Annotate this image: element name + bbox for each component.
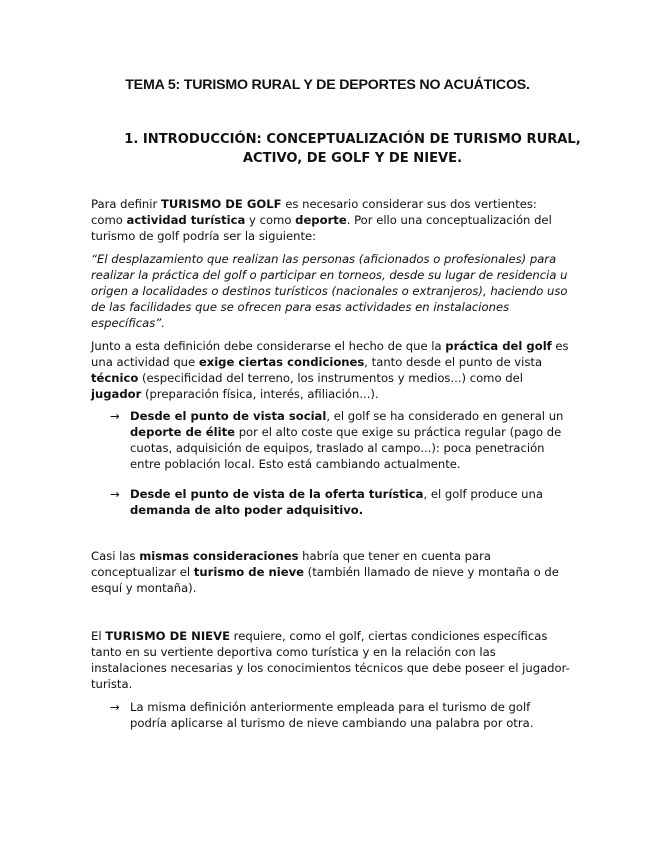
list-item-text: La misma definición anteriormente empleada para el turismo de golf podría aplicarse al turismo de nieve cambiando una palabra por otra.: [130, 700, 534, 730]
bold-term: Desde el punto de vista de la oferta turística: [130, 487, 424, 501]
bold-term: deporte: [295, 213, 347, 227]
bold-term: Desde el punto de vista social: [130, 409, 327, 423]
bold-term: técnico: [91, 371, 139, 385]
bold-term: práctica del golf: [445, 339, 552, 353]
paragraph-snow-tourism: [91, 628, 571, 692]
text-run: , tanto desde el punto de vista: [364, 355, 543, 369]
list-item-text: [130, 486, 570, 518]
text-run: Para definir: [91, 197, 161, 211]
page-title: TEMA 5: TURISMO RURAL Y DE DEPORTES NO ACUÁTICOS.: [125, 77, 530, 93]
bold-term: TURISMO DE NIEVE: [105, 629, 230, 643]
text-run: es necesario considerar sus dos vertientes: como: [91, 197, 537, 227]
text-run: Junto a esta definición debe considerarse el hecho de que la: [91, 339, 446, 353]
bold-term: deporte de élite: [130, 425, 236, 439]
paragraph-golf-definition: [91, 196, 571, 244]
text-run: (también llamado de nieve y montaña o de esquí y montaña).: [91, 565, 559, 595]
text-run: requiere, como el golf, ciertas condiciones específicas tanto en su vertiente deportiva como turística y en la relación con las instalaciones necesarias y los conocimientos técnicos que debe poseer el jugador-turista.: [91, 629, 570, 691]
paragraph-snow-considerations: [91, 548, 571, 596]
section-heading-line-1: 1. INTRODUCCIÓN: CONCEPTUALIZACIÓN DE TURISMO RURAL,: [124, 132, 581, 147]
text-run: . Por ello una conceptualización del turismo de golf podría ser la siguiente:: [91, 213, 552, 243]
list-item: [110, 486, 570, 518]
bold-term: exige ciertas condiciones: [198, 355, 365, 369]
text-run: , el golf se ha considerado en general un: [326, 409, 564, 423]
bold-term: demanda de alto poder adquisitivo.: [130, 503, 364, 517]
bold-term: actividad turística: [126, 213, 246, 227]
bold-term: mismas consideraciones: [139, 549, 299, 563]
section-heading-line-2: ACTIVO, DE GOLF Y DE NIEVE.: [242, 151, 463, 166]
text-run: (preparación física, interés, afiliación...).: [141, 387, 379, 401]
arrow-right-icon: →: [110, 409, 120, 423]
list-item: [110, 408, 570, 472]
text-run: es una actividad que: [91, 339, 569, 369]
text-run: por el alto coste que exige su práctica regular (pago de cuotas, adquisición de equipos, traslado al campo...): poca penetración entre población local. Esto está cambiando actualmente.: [130, 425, 562, 471]
arrow-right-icon: →: [110, 487, 120, 501]
bold-term: turismo de nieve: [193, 565, 304, 579]
text-run: (especificidad del terreno, los instrumentos y medios...) como del: [138, 371, 523, 385]
bold-term: TURISMO DE GOLF: [160, 197, 282, 211]
text-run: El: [91, 629, 106, 643]
text-run: Casi las: [91, 549, 140, 563]
list-item-text: [130, 408, 570, 472]
text-run: habría que tener en cuenta para conceptualizar el: [91, 549, 491, 579]
quote-definition: “El desplazamiento que realizan las personas (aficionados o profesionales) para realizar la práctica del golf o participar en torneos, desde su lugar de residencia u origen a localidades o destinos turísticos (nacionales o extranjeros), haciendo uso de las facilidades que se ofrecen para esas actividades en instalaciones específicas”.: [91, 252, 568, 330]
paragraph-golf-conditions: [91, 338, 571, 402]
bold-term: jugador: [91, 387, 142, 401]
text-run: , el golf produce una: [423, 487, 543, 501]
text-run: y como: [245, 213, 296, 227]
section-heading: [90, 130, 615, 168]
list-item: [110, 699, 570, 731]
arrow-right-icon: →: [110, 700, 120, 714]
